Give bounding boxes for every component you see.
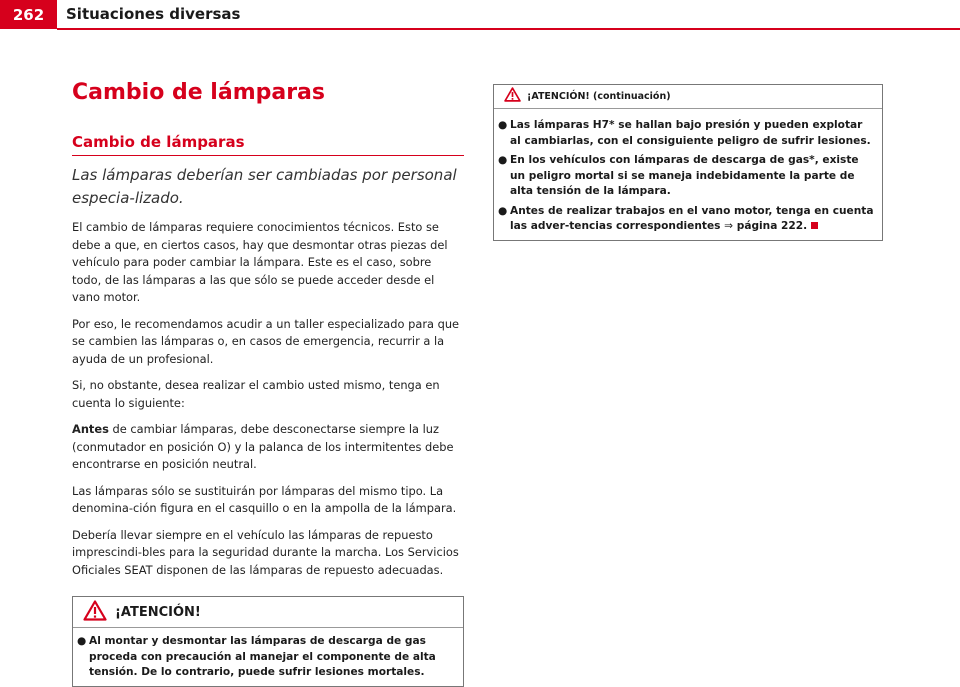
warning-item (498, 204, 876, 235)
paragraph-1: El cambio de lámparas requiere conocimientos técnicos. Esto se debe a que, en ciertos casos, hay que desmontar otras piezas del vehículo para poder cambiar la lámpara. Este es el caso, sobre todo, de las lámparas a las que sólo se puede acceder desde el vano motor. (72, 220, 448, 304)
paragraph-3: Si, no obstante, desea realizar el cambio usted mismo, tenga en cuenta lo siguiente: (72, 378, 440, 410)
bullet-dot-icon: ● (77, 635, 87, 647)
paragraph-5: Las lámparas sólo se sustituirán por lámparas del mismo tipo. La denomina-ción figura en el casquillo o en la ampolla de la lámpara. (72, 483, 457, 515)
warning-continued-box (493, 84, 883, 241)
warning-item-text: Antes de realizar trabajos en el vano motor, tenga en cuenta las adver-tencias correspondientes ⇒ página 222. (510, 204, 874, 232)
warning-body (73, 628, 463, 686)
warning-continued-header (494, 85, 882, 109)
header-rule (57, 28, 960, 30)
paragraph-2: Por eso, le recomendamos acudir a un taller especializado para que se cambien las lámparas o, en casos de emergencia, recurrir a la ayuda de un profesional. (72, 316, 460, 366)
paragraph-6: Debería llevar siempre en el vehículo las lámparas de repuesto imprescindi-bles para la seguridad durante la marcha. Los Servicios Oficiales SEAT disponen de las lámparas de repuesto adecuadas. (72, 527, 459, 577)
warning-box (72, 596, 464, 687)
warning-item-text: Al montar y desmontar las lámparas de descarga de gas proceda con precaución al manejar el componente de alta tensión. De lo contrario, puede sufrir lesiones mortales. (89, 635, 436, 678)
warning-triangle-icon (504, 87, 521, 106)
paragraph-4-lead: Antes (72, 422, 109, 436)
section-title: Situaciones diversas (66, 5, 241, 23)
page-reference-link[interactable]: página 222. (733, 220, 808, 232)
end-square-icon (811, 222, 818, 229)
warning-title: ¡ATENCIÓN! (115, 604, 201, 620)
warning-triangle-icon (83, 600, 107, 625)
paragraph-4-text: de cambiar lámparas, debe desconectarse siempre la luz (conmutador en posición O) y la palanca de los intermitentes debe encontrarse en posición neutral. (72, 422, 454, 471)
section-heading: Cambio de lámparas (72, 132, 464, 156)
warning-item (77, 634, 457, 681)
warning-item-text: En los vehículos con lámparas de descarga de gas*, existe un peligro mortal si se maneja indebidamente la parte de alta tensión de la lámpara. (510, 154, 859, 197)
page-number: 262 (0, 0, 57, 29)
arrow-right-icon: ⇒ (724, 220, 734, 232)
paragraph-4 (72, 421, 464, 474)
left-column (72, 78, 464, 687)
bullet-dot-icon: ● (498, 154, 508, 166)
page-title: Cambio de lámparas (72, 80, 325, 105)
lead-paragraph: Las lámparas deberían ser cambiadas por personal especia-lizado. (72, 166, 457, 207)
bullet-dot-icon: ● (498, 119, 508, 131)
warning-item (498, 153, 876, 200)
right-column (493, 84, 883, 241)
warning-item (498, 118, 876, 149)
warning-header (73, 597, 463, 628)
warning-continued-title: ¡ATENCIÓN! (continuación) (527, 91, 671, 102)
warning-continued-body (494, 109, 882, 240)
warning-item-text: Las lámparas H7* se hallan bajo presión y pueden explotar al cambiarlas, con el consiguiente peligro de sufrir lesiones. (510, 119, 871, 147)
bullet-dot-icon: ● (498, 204, 508, 217)
